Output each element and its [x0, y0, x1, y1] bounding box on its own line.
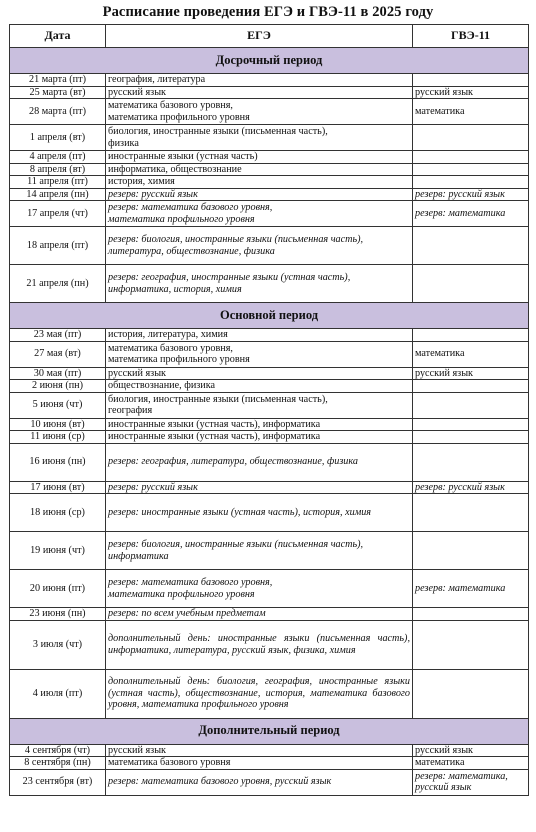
table-row — [10, 757, 529, 770]
table-row — [10, 494, 529, 532]
cell-gve: математика — [413, 99, 529, 125]
cell-ege: география, литература — [106, 74, 413, 87]
table-row — [10, 227, 529, 265]
cell-gve — [413, 265, 529, 303]
table-row — [10, 769, 529, 795]
cell-date: 17 апреля (чт) — [10, 201, 106, 227]
cell-gve — [413, 418, 529, 431]
cell-ege: резерв: русский язык — [106, 188, 413, 201]
table-row — [10, 163, 529, 176]
cell-ege: дополнительный день: биология, география, иностранные языки (устная часть), обществознание, история, математика базового уровня, математика профильного уровня — [106, 669, 413, 718]
cell-gve: русский язык — [413, 86, 529, 99]
cell-date: 21 апреля (пн) — [10, 265, 106, 303]
cell-date: 18 апреля (пт) — [10, 227, 106, 265]
cell-date: 28 марта (пт) — [10, 99, 106, 125]
cell-date: 4 июля (пт) — [10, 669, 106, 718]
period-title: Основной период — [10, 303, 529, 329]
header-ege: ЕГЭ — [106, 25, 413, 48]
table-row — [10, 380, 529, 393]
cell-ege: дополнительный день: иностранные языки (письменная часть), информатика, литература, русский язык, физика, химия — [106, 620, 413, 669]
cell-date: 21 марта (пт) — [10, 74, 106, 87]
cell-ege: обществознание, физика — [106, 380, 413, 393]
cell-gve — [413, 443, 529, 481]
cell-date: 8 апреля (вт) — [10, 163, 106, 176]
cell-date: 30 мая (пт) — [10, 367, 106, 380]
table-row — [10, 176, 529, 189]
table-row — [10, 265, 529, 303]
table-row — [10, 151, 529, 164]
period-row-additional — [10, 718, 529, 744]
cell-date: 19 июня (чт) — [10, 532, 106, 570]
cell-ege: математика базового уровня, математика профильного уровня — [106, 341, 413, 367]
cell-ege: резерв: математика базового уровня, математика профильного уровня — [106, 201, 413, 227]
cell-ege: резерв: география, иностранные языки (устная часть), информатика, история, химия — [106, 265, 413, 303]
table-row — [10, 532, 529, 570]
cell-gve — [413, 380, 529, 393]
cell-date: 23 сентября (вт) — [10, 769, 106, 795]
cell-date: 23 мая (пт) — [10, 329, 106, 342]
cell-gve — [413, 227, 529, 265]
schedule-body — [10, 48, 529, 796]
cell-ege: русский язык — [106, 86, 413, 99]
cell-ege: биология, иностранные языки (письменная часть), физика — [106, 125, 413, 151]
cell-ege: резерв: иностранные языки (устная часть), история, химия — [106, 494, 413, 532]
cell-gve: резерв: русский язык — [413, 188, 529, 201]
cell-ege: математика базового уровня, математика профильного уровня — [106, 99, 413, 125]
header-date: Дата — [10, 25, 106, 48]
cell-gve — [413, 151, 529, 164]
cell-gve: резерв: математика — [413, 201, 529, 227]
cell-gve: математика — [413, 757, 529, 770]
cell-date: 27 мая (вт) — [10, 341, 106, 367]
table-row — [10, 570, 529, 608]
cell-gve — [413, 163, 529, 176]
cell-gve — [413, 329, 529, 342]
table-row — [10, 99, 529, 125]
cell-date: 25 марта (вт) — [10, 86, 106, 99]
cell-date: 5 июня (чт) — [10, 392, 106, 418]
cell-ege: резерв: география, литература, обществознание, физика — [106, 443, 413, 481]
cell-date: 18 июня (ср) — [10, 494, 106, 532]
cell-date: 2 июня (пн) — [10, 380, 106, 393]
table-row — [10, 201, 529, 227]
cell-ege: история, литература, химия — [106, 329, 413, 342]
cell-gve: математика — [413, 341, 529, 367]
period-row-main — [10, 303, 529, 329]
table-row — [10, 74, 529, 87]
cell-gve — [413, 125, 529, 151]
cell-ege: резерв: биология, иностранные языки (письменная часть), информатика — [106, 532, 413, 570]
table-row — [10, 418, 529, 431]
cell-date: 4 сентября (чт) — [10, 744, 106, 757]
cell-ege: иностранные языки (устная часть) — [106, 151, 413, 164]
table-row — [10, 188, 529, 201]
cell-date: 11 июня (ср) — [10, 431, 106, 444]
table-row — [10, 669, 529, 718]
cell-date: 23 июня (пн) — [10, 608, 106, 621]
cell-ege: резерв: русский язык — [106, 481, 413, 494]
cell-ege: русский язык — [106, 367, 413, 380]
cell-date: 16 июня (пн) — [10, 443, 106, 481]
cell-date: 17 июня (вт) — [10, 481, 106, 494]
table-row — [10, 481, 529, 494]
page-title: Расписание проведения ЕГЭ и ГВЭ-11 в 2025 году — [102, 4, 434, 20]
period-title: Дополнительный период — [10, 718, 529, 744]
cell-ege: резерв: математика базового уровня, русский язык — [106, 769, 413, 795]
cell-gve: русский язык — [413, 367, 529, 380]
table-row — [10, 341, 529, 367]
cell-date: 8 сентября (пн) — [10, 757, 106, 770]
schedule-table — [9, 24, 529, 796]
table-row — [10, 329, 529, 342]
table-row — [10, 443, 529, 481]
cell-gve: резерв: математика — [413, 570, 529, 608]
table-row — [10, 608, 529, 621]
header-row — [10, 25, 529, 48]
cell-date: 1 апреля (вт) — [10, 125, 106, 151]
cell-ege: биология, иностранные языки (письменная часть), география — [106, 392, 413, 418]
cell-ege: резерв: биология, иностранные языки (письменная часть), литература, обществознание, физика — [106, 227, 413, 265]
cell-gve — [413, 620, 529, 669]
cell-gve: резерв: русский язык — [413, 481, 529, 494]
table-row — [10, 367, 529, 380]
table-row — [10, 744, 529, 757]
cell-gve — [413, 176, 529, 189]
cell-ege: история, химия — [106, 176, 413, 189]
cell-gve: резерв: математика, русский язык — [413, 769, 529, 795]
cell-gve — [413, 74, 529, 87]
cell-ege: иностранные языки (устная часть), информатика — [106, 418, 413, 431]
cell-ege: математика базового уровня — [106, 757, 413, 770]
cell-gve — [413, 392, 529, 418]
cell-date: 20 июня (пт) — [10, 570, 106, 608]
cell-date: 14 апреля (пн) — [10, 188, 106, 201]
cell-date: 4 апреля (пт) — [10, 151, 106, 164]
table-row — [10, 86, 529, 99]
period-row-early — [10, 48, 529, 74]
cell-date: 10 июня (вт) — [10, 418, 106, 431]
table-row — [10, 125, 529, 151]
cell-gve — [413, 431, 529, 444]
table-row — [10, 431, 529, 444]
cell-gve — [413, 494, 529, 532]
cell-date: 11 апреля (пт) — [10, 176, 106, 189]
cell-ege: резерв: математика базового уровня, математика профильного уровня — [106, 570, 413, 608]
cell-ege: резерв: по всем учебным предметам — [106, 608, 413, 621]
cell-ege: иностранные языки (устная часть), информатика — [106, 431, 413, 444]
cell-gve — [413, 669, 529, 718]
table-row — [10, 620, 529, 669]
cell-ege: русский язык — [106, 744, 413, 757]
cell-gve — [413, 608, 529, 621]
header-gve: ГВЭ-11 — [413, 25, 529, 48]
cell-gve: русский язык — [413, 744, 529, 757]
cell-date: 3 июля (чт) — [10, 620, 106, 669]
cell-gve — [413, 532, 529, 570]
cell-ege: информатика, обществознание — [106, 163, 413, 176]
period-title: Досрочный период — [10, 48, 529, 74]
table-row — [10, 392, 529, 418]
